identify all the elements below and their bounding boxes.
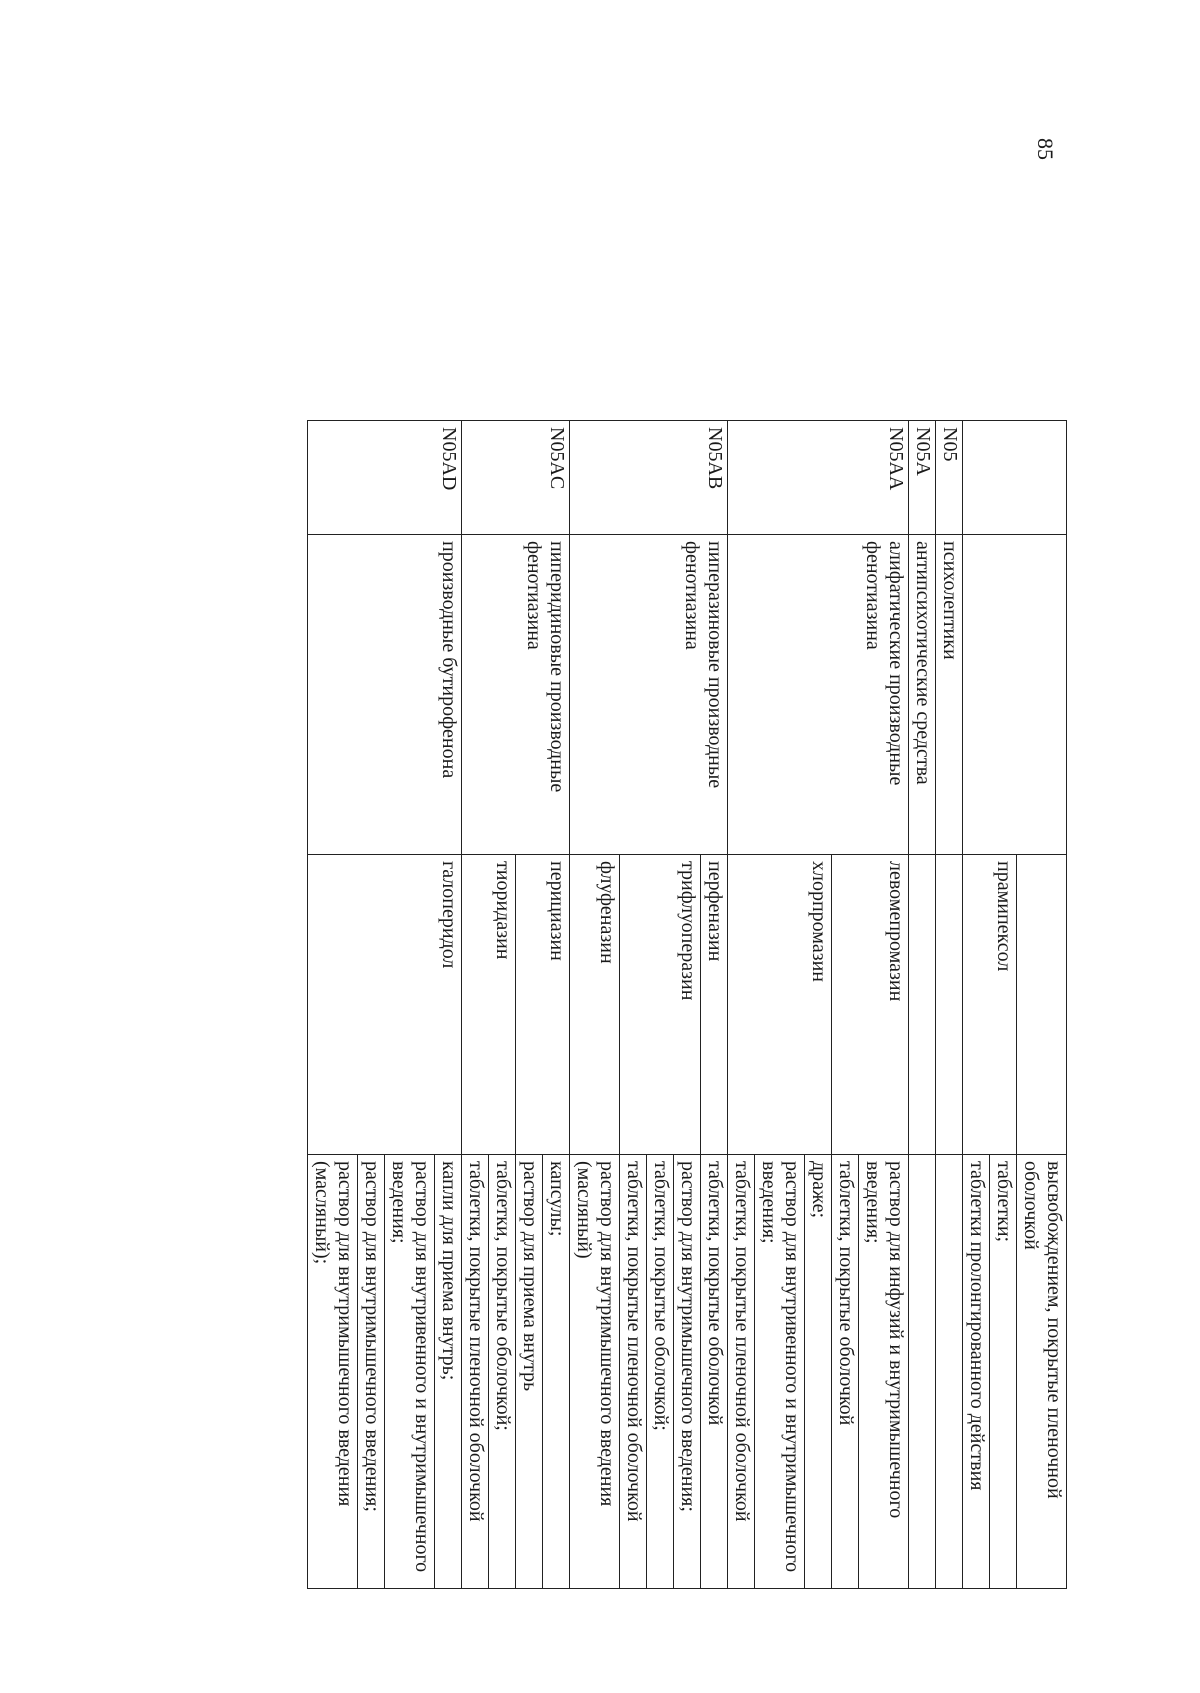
dosage-form-cell: раствор для внутримышечного введения (масляный); [308, 1155, 358, 1589]
dosage-form-cell: раствор для внутривенного и внутримышечного введения; [385, 1155, 435, 1589]
dosage-form-cell [909, 1155, 936, 1589]
table-row [701, 421, 728, 1589]
drug-name-cell: перфеназин [701, 855, 728, 1155]
drug-name-cell: трифлуоперазин [620, 855, 701, 1155]
drug-name-cell: хлорпромазин [728, 855, 832, 1155]
dosage-form-cell: таблетки пролонгированного действия [963, 1155, 990, 1589]
dosage-form-cell: раствор для инфузий и внутримышечного введения; [859, 1155, 909, 1589]
table-row [435, 421, 462, 1589]
dosage-form-cell: таблетки; [990, 1155, 1017, 1589]
dosage-form-cell: раствор для внутримышечного введения (масляный) [570, 1155, 620, 1589]
table-row [909, 421, 936, 1589]
drug-name-cell: левомепромазин [832, 855, 909, 1155]
drug-name-cell [909, 855, 936, 1155]
drug-classification-table [307, 420, 1067, 1589]
dosage-form-cell: капсулы; [543, 1155, 570, 1589]
dosage-form-cell: раствор для внутривенного и внутримышечного введения; [755, 1155, 805, 1589]
page-number: 85 [1033, 138, 1058, 160]
table-row [936, 421, 963, 1589]
group-name-cell: производные бутирофенона [308, 535, 462, 855]
dosage-form-cell: раствор для внутримышечного введения; [358, 1155, 385, 1589]
dosage-form-cell: таблетки, покрытые пленочной оболочкой [462, 1155, 489, 1589]
atc-code-cell: N05AA [728, 421, 909, 535]
atc-code-cell: N05AD [308, 421, 462, 535]
drug-name-cell: тиоридазин [462, 855, 516, 1155]
dosage-form-cell: таблетки, покрытые оболочкой; [647, 1155, 674, 1589]
group-name-cell: антипсихотические средства [909, 535, 936, 855]
table-row [859, 421, 909, 1589]
drug-name-cell: галоперидол [308, 855, 462, 1155]
group-name-cell: психолептики [936, 535, 963, 855]
table-row [1017, 421, 1067, 1589]
atc-code-cell: N05 [936, 421, 963, 535]
group-name-cell: алифатические производные фенотиазина [728, 535, 909, 855]
group-name-cell: пиперидиновые производные фенотиазина [462, 535, 570, 855]
drug-name-cell [936, 855, 963, 1155]
drug-name-cell [1017, 855, 1067, 1155]
atc-code-cell: N05A [909, 421, 936, 535]
dosage-form-cell: таблетки, покрытые оболочкой [701, 1155, 728, 1589]
dosage-form-cell: высвобождением, покрытые пленочной оболочкой [1017, 1155, 1067, 1589]
drug-name-cell: флуфеназин [570, 855, 620, 1155]
dosage-form-cell: раствор для приема внутрь [516, 1155, 543, 1589]
drug-name-cell: перициазин [516, 855, 570, 1155]
dosage-form-cell: драже; [805, 1155, 832, 1589]
drug-name-cell: прамипексол [963, 855, 1017, 1155]
atc-code-cell [963, 421, 1067, 535]
atc-code-cell: N05AB [570, 421, 728, 535]
dosage-form-cell: таблетки, покрытые оболочкой [832, 1155, 859, 1589]
dosage-form-cell: таблетки, покрытые пленочной оболочкой [728, 1155, 755, 1589]
dosage-form-cell: раствор для внутримышечного введения; [674, 1155, 701, 1589]
dosage-form-cell: капли для приема внутрь; [435, 1155, 462, 1589]
group-name-cell [963, 535, 1067, 855]
dosage-form-cell: таблетки, покрытые оболочкой; [489, 1155, 516, 1589]
group-name-cell: пиперазиновые производные фенотиазина [570, 535, 728, 855]
atc-code-cell: N05AC [462, 421, 570, 535]
dosage-form-cell [936, 1155, 963, 1589]
dosage-form-cell: таблетки, покрытые пленочной оболочкой [620, 1155, 647, 1589]
drug-table-rotated [307, 420, 1067, 1588]
table-row [543, 421, 570, 1589]
